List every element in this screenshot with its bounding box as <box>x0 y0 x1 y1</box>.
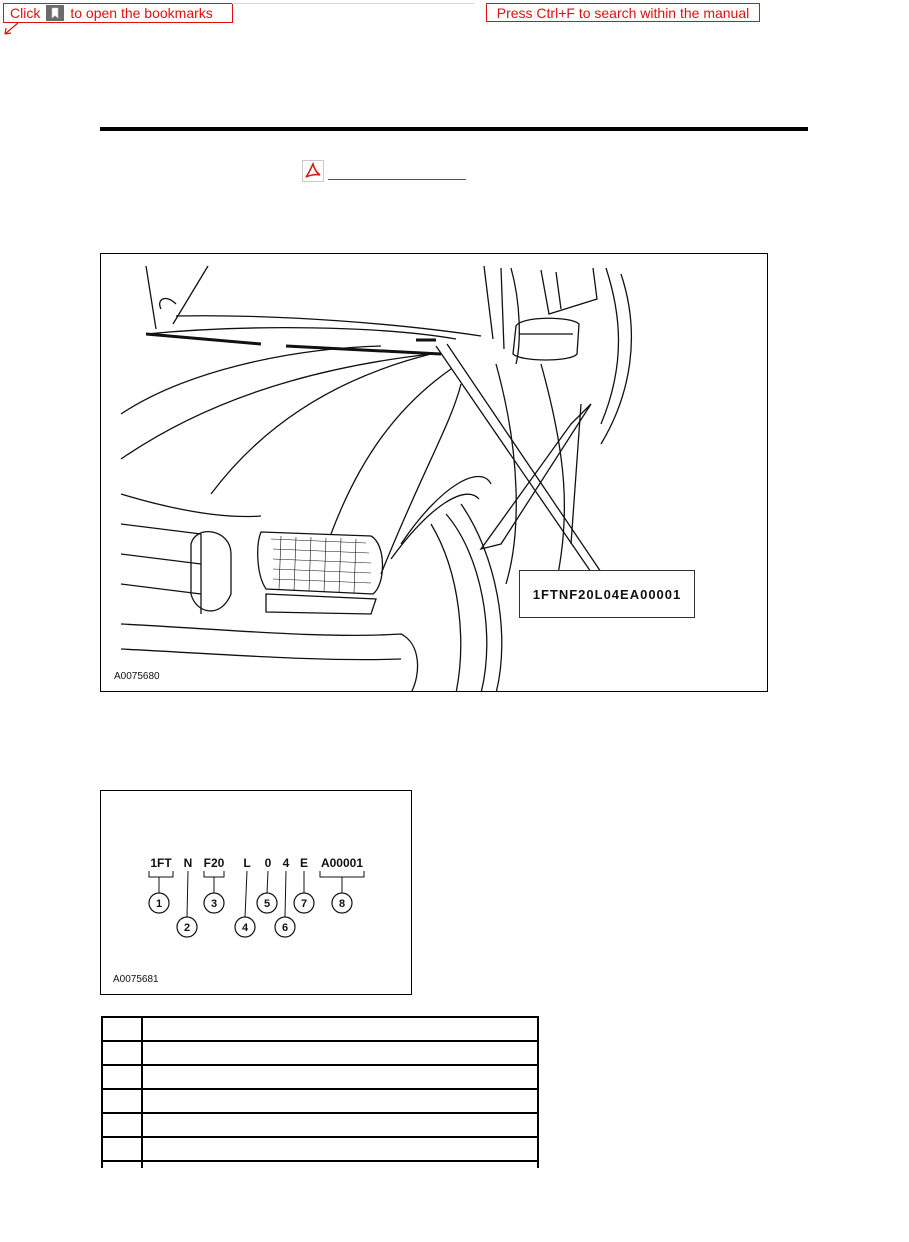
callout-number: 4 <box>241 922 249 934</box>
callout-number: 5 <box>263 898 271 910</box>
callout-number: 2 <box>183 922 191 934</box>
table-row <box>102 1065 538 1089</box>
table-cell <box>142 1065 538 1089</box>
table-cell <box>142 1089 538 1113</box>
top-bar <box>0 0 909 40</box>
table-cell <box>102 1065 142 1089</box>
vin-segment-leader <box>285 871 286 917</box>
pdf-link[interactable] <box>302 160 466 182</box>
callout-number: 7 <box>300 898 308 910</box>
table-cell <box>142 1113 538 1137</box>
bookmark-tip[interactable] <box>3 3 233 23</box>
vin-callout-label: 1FTNF20L04EA00001 <box>519 570 695 618</box>
vin-segment-bracket <box>149 871 173 893</box>
vin-breakdown-diagram <box>101 791 413 996</box>
top-divider <box>232 3 474 4</box>
vin-segment-text: 0 <box>264 856 272 870</box>
table-cell <box>142 1041 538 1065</box>
table-cell <box>102 1017 142 1041</box>
vin-segment-text: F20 <box>203 856 225 870</box>
table-cell <box>142 1137 538 1161</box>
callout-number: 1 <box>155 898 163 910</box>
search-tip[interactable]: Press Ctrl+F to search within the manual <box>486 3 760 22</box>
section-rule <box>100 127 808 131</box>
bookmark-tip-before: Click <box>10 5 41 21</box>
vin-segment-text: N <box>183 856 193 870</box>
pdf-link-underline[interactable] <box>328 179 466 180</box>
bookmark-icon[interactable] <box>46 5 64 21</box>
table-cell <box>142 1161 538 1168</box>
table-cell <box>102 1161 142 1168</box>
vin-segment-bracket <box>320 871 364 893</box>
vin-segment-text: 4 <box>282 856 290 870</box>
vin-segment-bracket <box>204 871 224 893</box>
vin-segment-text: A00001 <box>320 856 364 870</box>
figure-id-2: A0075681 <box>113 974 159 985</box>
vin-table <box>101 1016 539 1168</box>
callout-number: 6 <box>281 922 289 934</box>
vin-segment-leader <box>245 871 247 917</box>
vin-segment-leader <box>267 871 268 893</box>
vin-breakdown-illustration <box>100 790 412 995</box>
figure-id: A0075680 <box>114 671 160 682</box>
table-cell <box>142 1017 538 1041</box>
bookmark-tip-after: to open the bookmarks <box>70 5 213 21</box>
vin-location-illustration <box>100 253 768 692</box>
table-row <box>102 1137 538 1161</box>
table-row <box>102 1041 538 1065</box>
table-cell <box>102 1113 142 1137</box>
table-cell <box>102 1041 142 1065</box>
vin-segment-text: E <box>299 856 309 870</box>
vin-segment-text: 1FT <box>150 856 172 870</box>
table-row <box>102 1017 538 1041</box>
corner-arrow-icon <box>2 22 20 36</box>
callout-number: 3 <box>210 898 218 910</box>
pdf-icon[interactable] <box>302 160 324 182</box>
callout-number: 8 <box>338 898 346 910</box>
vin-segment-leader <box>187 871 188 917</box>
table-cell <box>102 1089 142 1113</box>
vin-segment-text: L <box>243 856 251 870</box>
table-cell <box>102 1137 142 1161</box>
truck-drawing <box>101 254 768 692</box>
table-row <box>102 1089 538 1113</box>
table-row <box>102 1113 538 1137</box>
table-row <box>102 1161 538 1168</box>
